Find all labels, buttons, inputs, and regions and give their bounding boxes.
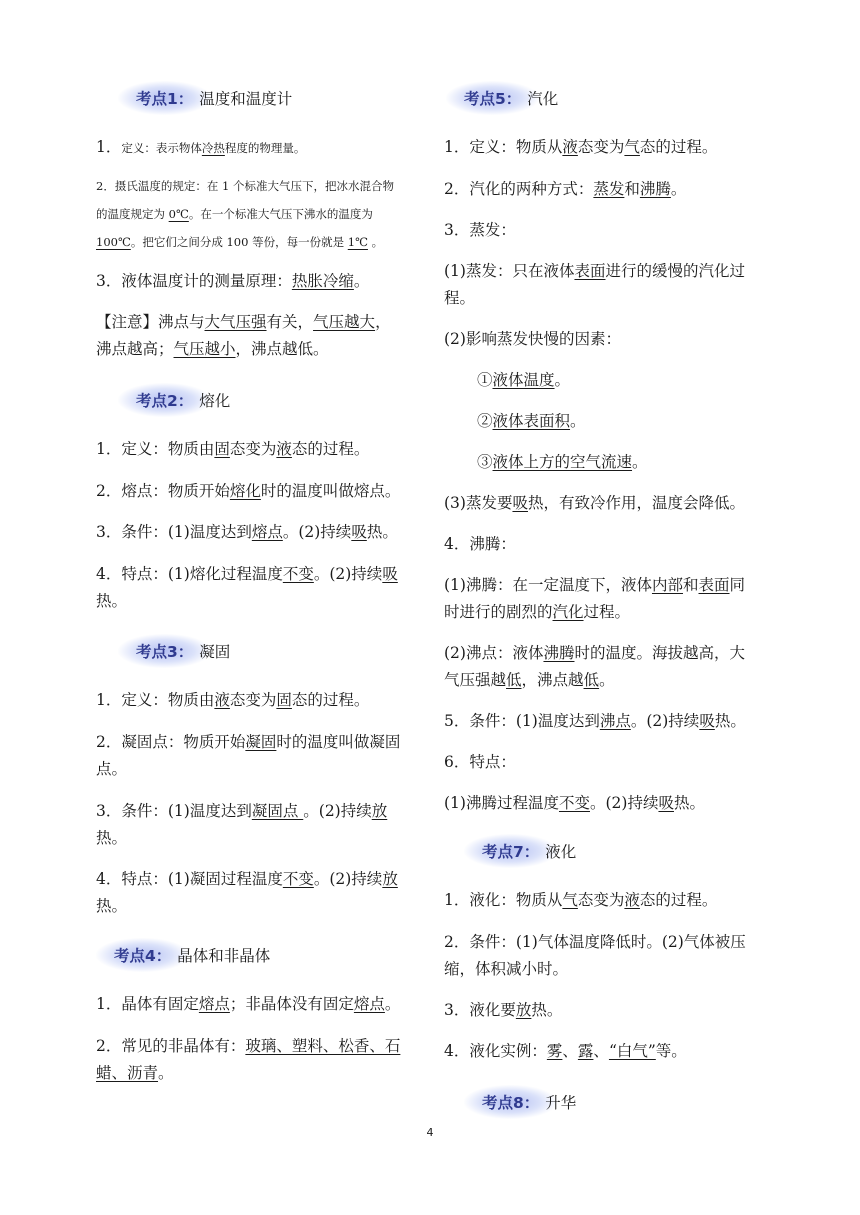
section-heading-3 — [132, 637, 230, 665]
para-k1-2a: 2．摄氏温度的规定：在 1 个标准大气压下，把冰水混合物 — [96, 179, 394, 193]
para-k7-1: 1．液化：物质从气态变为液态的过程。 — [444, 891, 718, 909]
section-title: 凝固 — [199, 643, 231, 661]
para-k5-6a: (1)沸腾过程温度不变。(2)持续吸热。 — [444, 794, 705, 812]
para-k4-2a: 2．常见的非晶体有：玻璃、塑料、松香、石 — [96, 1037, 401, 1055]
para-k3-4b: 热。 — [96, 897, 128, 915]
para-k5-3b2: ②液体表面积。 — [477, 412, 586, 430]
para-k5-4: 4．沸腾： — [444, 535, 516, 553]
section-heading-1 — [132, 84, 292, 112]
section-heading-5 — [460, 84, 558, 112]
para-k5-3c: (3)蒸发要吸热，有致冷作用，温度会降低。 — [444, 494, 745, 512]
para-k2-3: 3．条件：(1)温度达到熔点。(2)持续吸热。 — [96, 523, 398, 541]
section-title: 液化 — [545, 843, 577, 861]
section-tag: 考点1： — [132, 87, 197, 109]
para-k1-3: 3．液体温度计的测量原理：热胀冷缩。 — [96, 272, 370, 290]
para-k5-4b1: (2)沸点：液体沸腾时的温度。海拔越高，大 — [444, 644, 745, 662]
para-k2-4a: 4．特点：(1)熔化过程温度不变。(2)持续吸 — [96, 565, 398, 583]
section-tag: 考点5： — [460, 87, 525, 109]
section-heading-7 — [478, 837, 576, 865]
para-k2-2: 2．熔点：物质开始熔化时的温度叫做熔点。 — [96, 482, 401, 500]
para-k2-1: 1．定义：物质由固态变为液态的过程。 — [96, 440, 370, 458]
para-k5-4a2: 时进行的剧烈的汽化过程。 — [444, 603, 631, 621]
para-k4-2b: 蜡、沥青。 — [96, 1064, 174, 1082]
para-k4-1: 1．晶体有固定熔点；非晶体没有固定熔点。 — [96, 995, 401, 1013]
para-k3-4a: 4．特点：(1)凝固过程温度不变。(2)持续放 — [96, 870, 398, 888]
page-number: 4 — [426, 1126, 434, 1139]
para-k5-3b3: ③液体上方的空气流速。 — [477, 453, 648, 471]
para-k5-4b2: 气压强越低，沸点越低。 — [444, 671, 615, 689]
section-heading-2 — [132, 386, 230, 414]
section-title: 升华 — [545, 1094, 577, 1112]
section-tag: 考点4： — [110, 944, 175, 966]
para-note-b: 沸点越高；气压越小，沸点越低。 — [96, 340, 329, 358]
para-k7-3: 3．液化要放热。 — [444, 1001, 563, 1019]
section-tag: 考点7： — [478, 840, 543, 862]
section-title: 熔化 — [199, 392, 231, 410]
para-k7-2b: 缩，体积减小时。 — [444, 960, 569, 978]
section-title: 晶体和非晶体 — [177, 947, 271, 965]
para-k2-4b: 热。 — [96, 592, 128, 610]
para-k5-6: 6．特点： — [444, 753, 516, 771]
section-heading-4 — [110, 941, 270, 969]
para-k5-3a1: (1)蒸发：只在液体表面进行的缓慢的汽化过 — [444, 262, 745, 280]
para-k3-2b: 点。 — [96, 760, 128, 778]
para-k1-1: 1．定义：表示物体冷热程度的物理量。 — [96, 138, 306, 156]
para-k5-5: 5．条件：(1)温度达到沸点。(2)持续吸热。 — [444, 712, 746, 730]
para-note-a: 【注意】沸点与大气压强有关，气压越大， — [96, 313, 391, 331]
para-k5-2: 2．汽化的两种方式：蒸发和沸腾。 — [444, 180, 687, 198]
para-k3-3a: 3．条件：(1)温度达到凝固点 。(2)持续放 — [96, 802, 388, 820]
para-k5-1: 1．定义：物质从液态变为气态的过程。 — [444, 138, 718, 156]
para-k5-3: 3．蒸发： — [444, 221, 516, 239]
para-k7-2a: 2．条件：(1)气体温度降低时。(2)气体被压 — [444, 933, 746, 951]
section-heading-8 — [478, 1088, 576, 1116]
para-k1-2b: 的温度规定为 0℃。在一个标准大气压下沸水的温度为 — [96, 207, 373, 221]
para-k1-2c: 100℃。把它们之间分成 100 等份，每一份就是 1℃ 。 — [96, 235, 384, 249]
para-k5-3a2: 程。 — [444, 289, 476, 307]
section-tag: 考点8： — [478, 1091, 543, 1113]
section-title: 汽化 — [527, 90, 559, 108]
para-k3-1: 1．定义：物质由液态变为固态的过程。 — [96, 691, 370, 709]
section-tag: 考点2： — [132, 389, 197, 411]
para-k7-4: 4．液化实例：雾、露、“白气”等。 — [444, 1042, 687, 1060]
para-k3-2a: 2．凝固点：物质开始凝固时的温度叫做凝固 — [96, 733, 401, 751]
para-k5-3b: (2)影响蒸发快慢的因素： — [444, 330, 621, 348]
para-k5-3b1: ①液体温度。 — [477, 371, 571, 389]
section-title: 温度和温度计 — [199, 90, 293, 108]
para-k5-4a1: (1)沸腾：在一定温度下，液体内部和表面同 — [444, 576, 746, 594]
para-k3-3b: 热。 — [96, 829, 128, 847]
section-tag: 考点3： — [132, 640, 197, 662]
